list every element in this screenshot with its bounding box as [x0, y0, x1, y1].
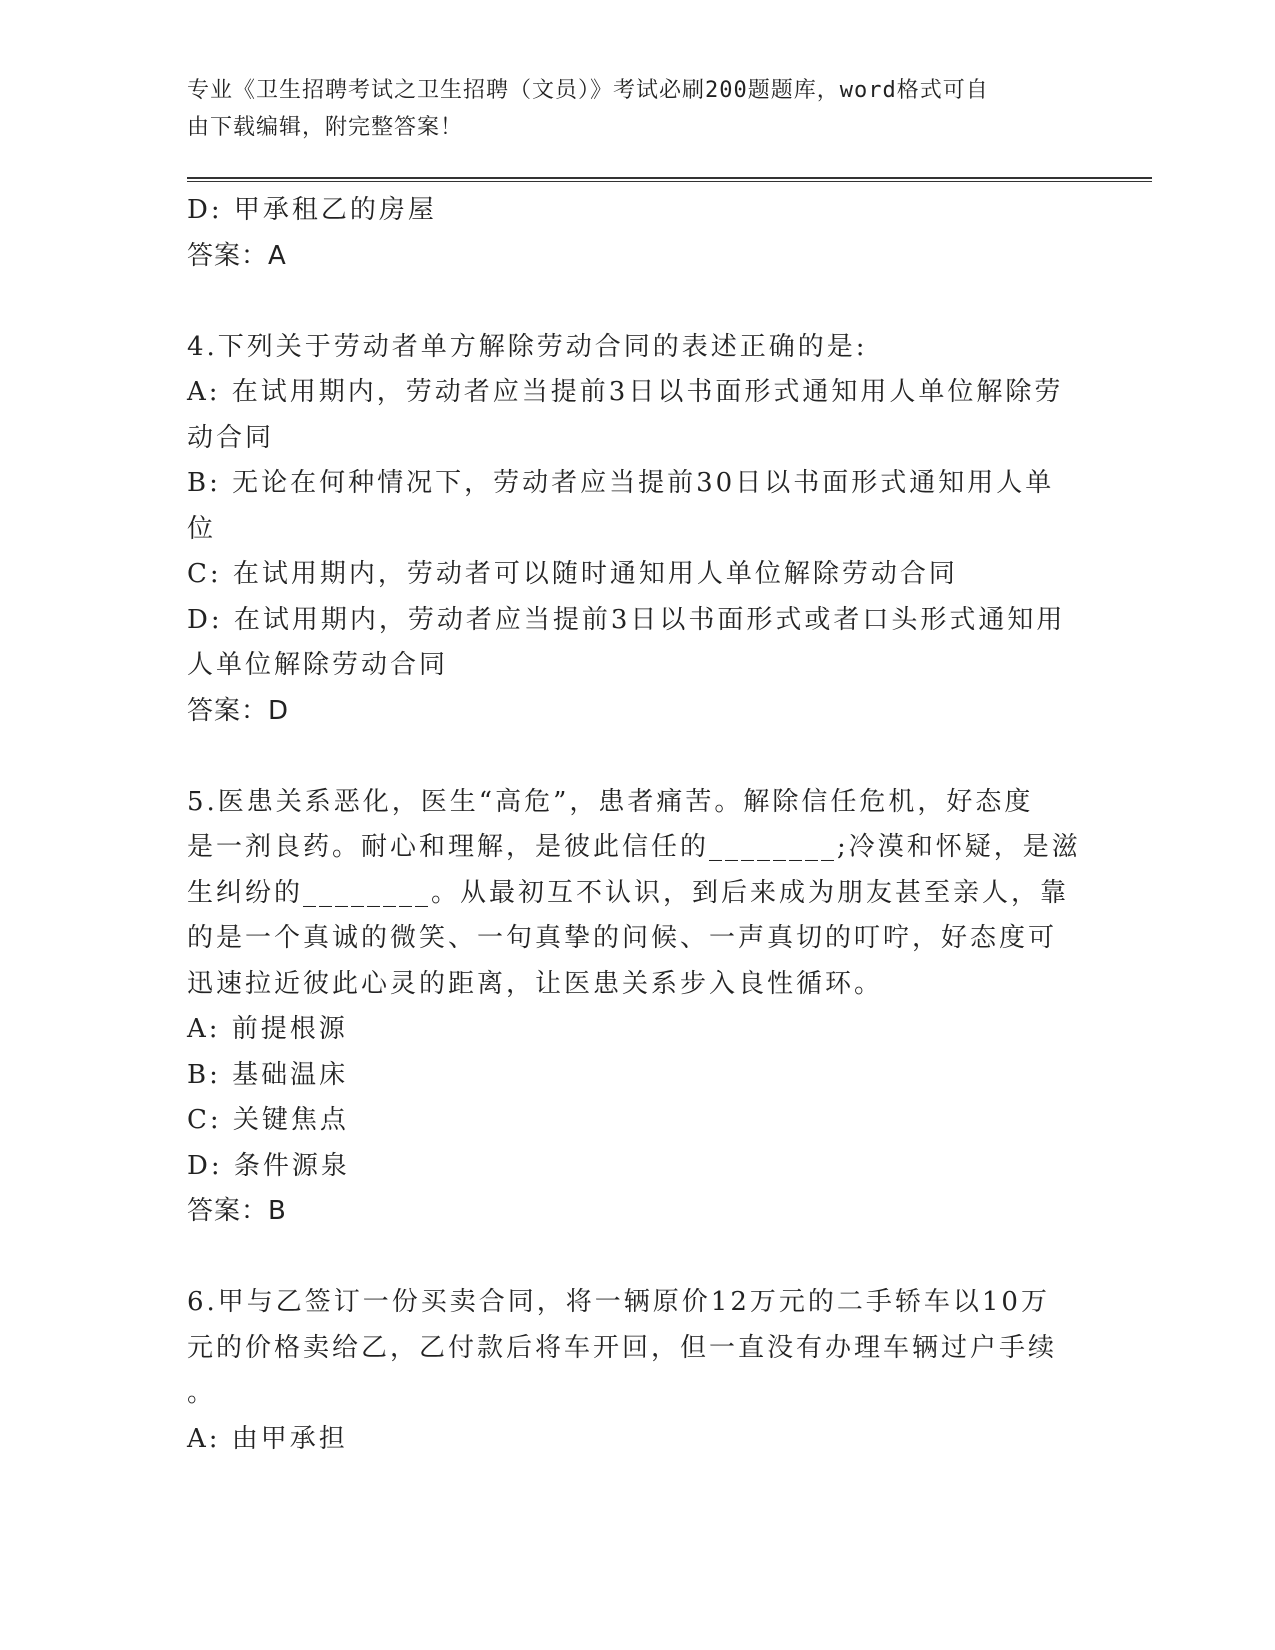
q5-stem-1: 5.医患关系恶化，医生“高危”，患者痛苦。解除信任危机，好态度 — [187, 786, 1034, 817]
q3-answer: 答案：A — [187, 240, 287, 271]
q5-stem-4: 的是一个真诚的微笑、一句真挚的问候、一声真切的叮咛，好态度可 — [187, 923, 1058, 953]
spacer — [187, 1235, 1077, 1281]
q5-option-c: C: 关键焦点 — [187, 1105, 349, 1135]
header-divider-thin — [187, 181, 1152, 182]
q5-stem-2: 是一剂良药。耐心和理解，是彼此信任的________;冷漠和怀疑，是滋 — [187, 832, 1081, 862]
q5-option-b: B: 基础温床 — [187, 1059, 349, 1090]
q5-stem-5: 迅速拉近彼此心灵的距离，让医患关系步入良性循环。 — [187, 968, 884, 999]
q5-option-d: D: 条件源泉 — [187, 1150, 350, 1181]
q4-option-b-cont: 位 — [187, 513, 217, 544]
q4-option-a-cont: 动合同 — [187, 422, 275, 453]
q4-option-d-cont: 人单位解除劳动合同 — [187, 650, 449, 680]
q4-option-c: C: 在试用期内，劳动者可以随时通知用人单位解除劳动合同 — [187, 559, 958, 589]
q6-stem-1: 6.甲与乙签订一份买卖合同，将一辆原价12万元的二手轿车以10万 — [187, 1287, 1050, 1317]
header-line-2: 由下载编辑，附完整答案！ — [187, 115, 464, 140]
q6-option-a: A: 由甲承担 — [187, 1423, 348, 1454]
q5-option-a: A: 前提根源 — [187, 1014, 348, 1044]
header-line-1: 专业《卫生招聘考试之卫生招聘（文员）》考试必刷200题题库，word格式可自 — [187, 78, 989, 103]
q5-stem-3: 生纠纷的________。从最初互不认识，到后来成为朋友甚至亲人，靠 — [187, 877, 1070, 908]
spacer — [187, 734, 1077, 780]
q4-option-b: B: 无论在何种情况下，劳动者应当提前30日以书面形式通知用人单 — [187, 468, 1055, 498]
q4-answer: 答案：D — [187, 695, 290, 726]
q6-stem-3: 。 — [187, 1378, 217, 1408]
spacer — [187, 279, 1077, 325]
q4-option-a: A: 在试用期内，劳动者应当提前3日以书面形式通知用人单位解除劳 — [187, 377, 1064, 407]
page-header — [187, 72, 1067, 146]
q5-answer: 答案：B — [187, 1196, 287, 1226]
q4-option-d: D: 在试用期内，劳动者应当提前3日以书面形式或者口头形式通知用 — [187, 604, 1066, 635]
q4-stem: 4.下列关于劳动者单方解除劳动合同的表述正确的是: — [187, 331, 868, 362]
question-body — [187, 188, 1081, 1462]
header-divider — [187, 177, 1152, 179]
q6-stem-2: 元的价格卖给乙，乙付款后将车开回，但一直没有办理车辆过户手续 — [187, 1332, 1058, 1363]
q3-option-d: D: 甲承租乙的房屋 — [187, 195, 437, 225]
